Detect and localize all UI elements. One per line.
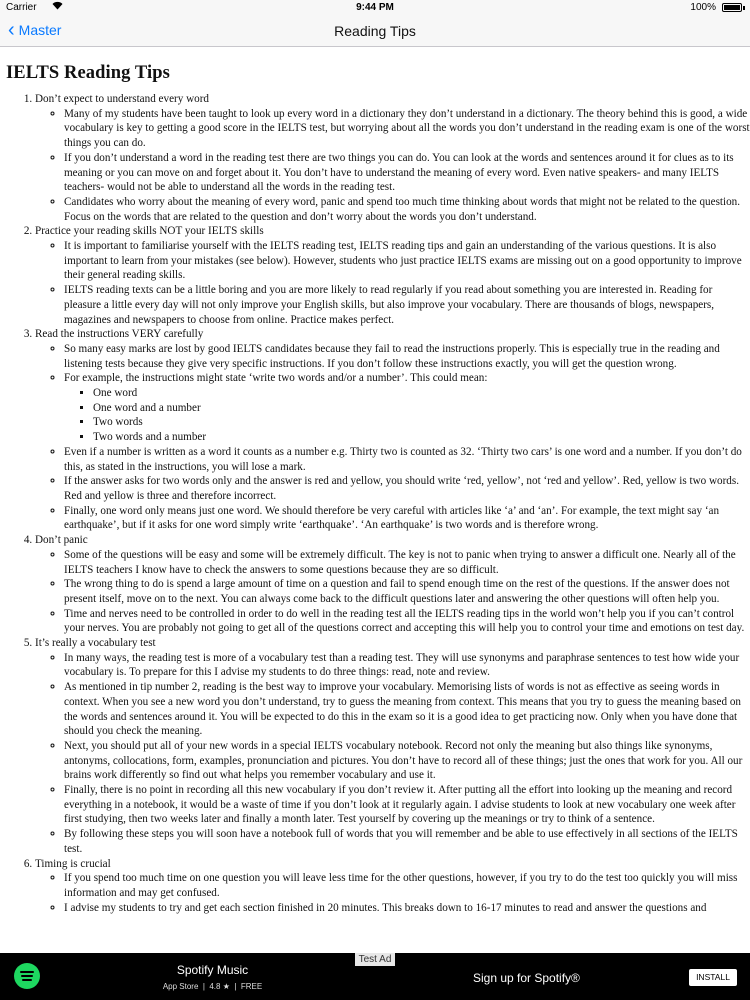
logo-wave xyxy=(21,975,33,977)
tip-points xyxy=(35,342,750,533)
tip-point: ◦ Some of the questions will be easy and some will be extremely difficult. The key is not to panic when trying to answer a difficult one. Nearly all of the IELTS teachers I know have to check the answers to some questions because they are so difficult. xyxy=(64,548,750,577)
chevron-left-icon: ‹ xyxy=(8,19,15,41)
answer-format-list xyxy=(64,386,750,445)
tip-point: ◦ In many ways, the reading test is more of a vocabulary test than a reading test. They will use synonyms and paraphrase sentences to test how wide your vocabulary is. To prepare for this I advise my students to do three things: read, note and review. xyxy=(64,651,750,680)
tip-title: Don’t expect to understand every word xyxy=(35,93,209,105)
tip-point: ◦ It is important to familiarise yourself with the IELTS reading test, IELTS reading tips and gain an understanding of the various questions. It is also important to learn from your mistakes (see below). However, students who just practice IELTS exams are missing out on a good opportunity to improve their general reading skills. xyxy=(64,239,750,283)
tip-point: ◦ If the answer asks for two words only and the answer is red and yellow, you should write ‘red, yellow’, not ‘red and yellow’. Red, yellow is two words. Red and yellow is three and therefore incorrect. xyxy=(64,474,750,503)
battery-icon xyxy=(722,3,742,12)
article-heading: IELTS Reading Tips xyxy=(6,63,170,83)
ad-price: FREE xyxy=(240,982,263,991)
logo-wave xyxy=(22,979,32,981)
tip-point: ◦ IELTS reading texts can be a little boring and you are more likely to read regularly if you read about something you are interested in. Reading for pleasure a little every day will not only improve your English skills, but also improve your vocabulary. There are thousands of blogs, newspapers, magazines and newspapers to choose from online. Practice makes perfect. xyxy=(64,283,750,327)
ad-banner[interactable] xyxy=(0,953,750,1000)
answer-format-item: ▪ Two words xyxy=(93,415,750,430)
spotify-logo-icon xyxy=(14,963,40,989)
tip-item xyxy=(35,857,750,916)
logo-wave xyxy=(20,971,34,973)
answer-format-item: ▪ One word xyxy=(93,386,750,401)
tip-point: ◦ Time and nerves need to be controlled in order to do well in the reading test all the IELTS reading tips in the world won’t help you if you can’t control your nerves. You are probably not going to get all of the questions correct and accepting this will help you to control your time and emotions on test day. xyxy=(64,607,750,636)
tip-point: ◦ Candidates who worry about the meaning of every word, panic and spend too much time thinking about words that might not be related to the question. Focus on the words that are related to the question and don’t worry about the words you don’t understand. xyxy=(64,195,750,224)
test-ad-badge: Test Ad xyxy=(355,953,395,966)
ad-rating: 4.8 ★ xyxy=(209,982,230,991)
ad-app-name: Spotify Music xyxy=(176,963,249,977)
navigation-bar xyxy=(0,16,750,47)
tip-point: ◦ Next, you should put all of your new words in a special IELTS vocabulary notebook. Record not only the meaning but also things like synonyms, antonyms, collocations, form, examples, pronunciation and pictures. You don’t have to record all of these things; just the ones that work for you. All our brains work differently so find out what helps you remember vocabulary and use it. xyxy=(64,739,750,783)
tip-points xyxy=(35,548,750,636)
tip-point: ◦ I advise my students to try and get each section finished in 20 minutes. This breaks down to 16-17 minutes to read and answer the questions and xyxy=(64,901,750,916)
tip-point: ◦ The wrong thing to do is spend a large amount of time on a question and fail to spend enough time on the rest of the questions. If the answer does not present itself, move on to the next. You can always come back to the difficult questions later and answering the other questions will often help you. xyxy=(64,577,750,606)
article-content[interactable] xyxy=(0,47,750,953)
tip-item xyxy=(35,92,750,224)
battery-percent: 100% xyxy=(690,2,716,13)
status-bar xyxy=(0,0,750,16)
tip-point: ◦ If you don’t understand a word in the reading test there are two things you can do. You can look at the words and sentences around it for clues as to its meaning or you can move on and forget about it. You don’t have to understand the meaning of every word. Even native speakers- and many IELTS teachers- would not be able to understand all the words in the reading test. xyxy=(64,151,750,195)
tip-point: ◦ Many of my students have been taught to look up every word in a dictionary they don’t understand in a dictionary. The theory behind this is good, a wide vocabulary is key to getting a good score in the IELTS test, but worrying about all the words you don’t understand in the reading exam is one of the worst things you can do. xyxy=(64,107,750,151)
tip-item xyxy=(35,224,750,327)
tip-item xyxy=(35,327,750,533)
page-title: Reading Tips xyxy=(334,23,416,39)
tip-title: Don’t panic xyxy=(35,534,88,547)
back-button-label: Master xyxy=(18,22,62,38)
tip-point: ◦ Even if a number is written as a word it counts as a number e.g. Thirty two is counted as 32. ‘Thirty two cars’ is one word and a number. If you don’t do this, as stated in the instructions, you will lose a mark. xyxy=(64,445,750,474)
tip-point: ◦ So many easy marks are lost by good IELTS candidates because they fail to read the instructions properly. This is especially true in the reading and listening tests because they give very specific instructions. If you don’t follow these instructions exactly, you will get the question wrong. xyxy=(64,342,750,371)
tip-title: It’s really a vocabulary test xyxy=(35,637,156,650)
tip-point: ◦ By following these steps you will soon have a notebook full of words that you will remember and be able to use effectively in all sections of the IELTS test. xyxy=(64,827,750,856)
tip-points xyxy=(35,871,750,915)
app-store-label: App Store xyxy=(162,982,199,991)
tip-item xyxy=(35,533,750,636)
tip-point-text: For example, the instructions might state ‘write two words and/or a number’. This could mean: xyxy=(64,372,488,385)
tip-point xyxy=(64,371,750,445)
tip-point: ◦ Finally, there is no point in recording all this new vocabulary if you don’t review it. After putting all the effort into looking up the meaning and record everything in a notebook, it would be a waste of time if you don’t look at it regularly again. I advise students to look at new vocabulary one week after first studying, then two weeks later and finally a month later. Test yourself by covering up the meanings or try to think of a sentence. xyxy=(64,783,750,827)
tip-point: ◦ As mentioned in tip number 2, reading is the best way to improve your vocabulary. Memorising lists of words is not as effective as seeing words in context. When you see a new word you don’t understand, try to guess the meaning from context. This means that you try to guess the meaning based on the words and sentences around it. You will be expected to do this in the exam so it is a good idea to get practicing now. Only when you have done that should you check the meaning. xyxy=(64,680,750,739)
tip-points xyxy=(35,107,750,225)
carrier-label: Carrier xyxy=(6,2,37,13)
tip-point: ◦ Finally, one word only means just one word. We should therefore be very careful with articles like ‘a’ and ‘an’. For example, the text might say ‘an earthquake’, but if it asks for one word simply write ‘earthquake’. ‘An earthquake’ is two words and is therefore wrong. xyxy=(64,504,750,533)
tip-title: Read the instructions VERY carefully xyxy=(35,328,204,341)
tip-item xyxy=(35,636,750,857)
install-button[interactable]: INSTALL xyxy=(689,969,737,986)
tip-points xyxy=(35,651,750,857)
battery-level xyxy=(724,5,740,10)
ad-meta: App Store | 4.8 ★ | FREE xyxy=(162,982,263,991)
tip-title: Practice your reading skills NOT your IELTS skills xyxy=(35,225,264,238)
status-time: 9:44 PM xyxy=(356,2,394,13)
answer-format-item: ▪ One word and a number xyxy=(93,401,750,416)
tip-point: ◦ If you spend too much time on one question you will leave less time for the other questions, however, if you try to do the test too quickly you will miss information and may get confused. xyxy=(64,871,750,900)
ad-cta-text[interactable]: Sign up for Spotify® xyxy=(473,971,580,985)
tip-points xyxy=(35,239,750,327)
tip-title: Timing is crucial xyxy=(35,857,111,870)
tips-list xyxy=(0,92,750,915)
answer-format-item: ▪ Two words and a number xyxy=(93,430,750,445)
